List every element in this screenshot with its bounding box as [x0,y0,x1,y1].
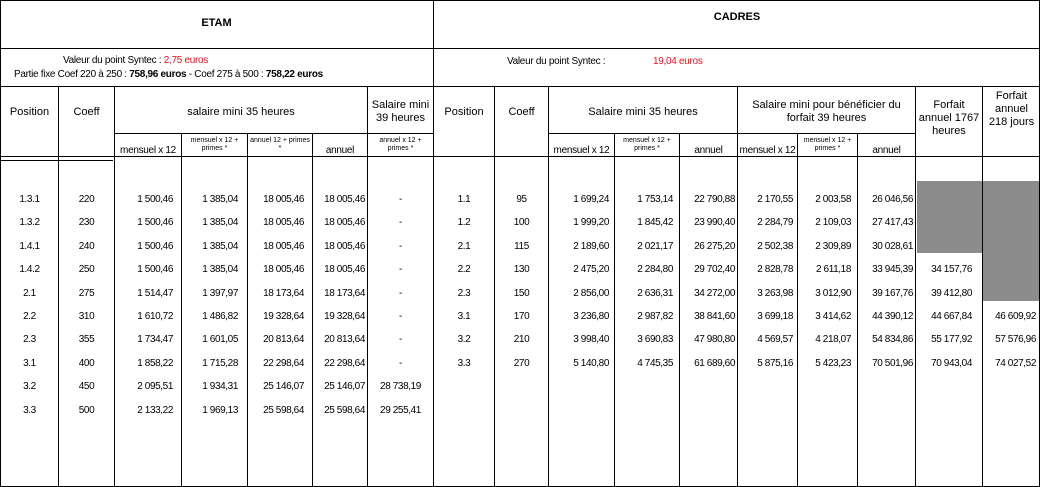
table-cell: 54 834,86 [872,334,913,346]
table-cell: 100 [513,217,530,229]
table-cell: 5 140,80 [573,357,609,369]
etam-sub-mensuel-primes: mensuel x 12 + primes * [190,137,239,152]
table-cell: 1 753,14 [637,194,673,205]
table-cell: 5 875,16 [757,357,793,369]
table-cell: 1 845,42 [637,217,673,229]
cadres-sub-mensuel-primes: mensuel x 12 + primes * [623,137,671,152]
table-cell: - [399,357,402,369]
table-cell: 210 [513,334,530,346]
table-cell: 29 702,40 [694,264,735,276]
table-cell: 275 [78,287,95,299]
table-cell: 2 021,17 [637,240,673,252]
table-cell: 70 943,04 [931,357,972,369]
cadres-header-position: Position [444,106,484,118]
table-cell: 22 298,64 [263,357,304,369]
table-cell: 44 390,12 [872,311,913,322]
table-cell: 1 858,22 [137,357,173,369]
table-cell: 2 095,51 [137,381,173,393]
table-cell: - [399,311,402,322]
cadres-sub-mensuel: mensuel x 12 [553,145,610,156]
table-cell: 4 745,35 [637,357,673,369]
table-cell: 18 005,46 [263,240,304,252]
table-cell: 250 [78,264,95,276]
table-cell: 2 133,22 [137,404,173,416]
table-cell: 38 841,60 [694,311,735,322]
table-cell: 30 028,61 [872,240,913,252]
table-cell: 26 275,20 [694,240,735,252]
table-cell: 2.2 [457,264,471,276]
etam-sub-annuel39: annuel x 12 + primes * [379,137,422,152]
table-cell: 2 502,38 [757,240,793,252]
table-cell: 3 690,83 [637,334,673,346]
etam-point-value: 2,75 euros [163,55,208,66]
table-cell: 25 146,07 [263,381,304,393]
table-cell: 130 [513,264,530,276]
table-cell: 1 734,47 [137,334,173,346]
table-cell: 1 385,04 [202,194,238,205]
table-cell: 4 569,57 [757,334,793,346]
table-cell: 1 500,46 [137,194,173,205]
cadres-header-salaire: Salaire mini 35 heures [588,106,698,118]
etam-fixed-mid: - Coef 275 à 500 : [186,69,264,80]
table-cell: 19 328,64 [324,311,365,322]
table-cell: 18 173,64 [263,287,304,299]
table-cell: 1 999,20 [573,217,609,229]
table-cell: 18 173,64 [324,287,365,299]
table-cell: 20 813,64 [263,334,304,346]
table-cell: 25 598,64 [263,404,304,416]
table-cell: 2 856,00 [573,287,609,299]
table-cell: 2 636,31 [637,287,673,299]
table-cell: 19 328,64 [263,311,304,322]
table-cell: 1 486,82 [202,311,238,322]
table-cell: 230 [78,217,95,229]
table-cell: 2.1 [457,240,471,252]
table-cell: 1 514,47 [137,287,173,299]
table-cell: 150 [513,287,530,299]
table-cell: 1 500,46 [137,240,173,252]
table-cell: 3.1 [457,311,471,322]
table-cell: 2 003,58 [815,194,851,205]
table-cell: 3.2 [23,381,36,393]
etam-header-salaire39: Salaire mini 39 heures [371,99,430,124]
table-cell: 2 284,79 [757,217,793,229]
table-cell: 22 790,88 [694,194,735,205]
table-cell: 34 272,00 [694,287,735,299]
table-cell: 5 423,23 [815,357,851,369]
table-cell: 1.3.2 [19,217,40,229]
table-cell: 2 828,78 [757,264,793,276]
table-cell: 2 309,89 [815,240,851,252]
shaded-cell-forfait-218 [983,181,1040,301]
etam-title: ETAM [201,17,232,29]
table-cell: - [399,194,402,205]
etam-header-coeff: Coeff [73,106,100,118]
etam-sub-annuel: annuel [325,145,355,156]
table-cell: 3.3 [457,357,471,369]
cadres-title: CADRES [713,11,761,23]
etam-sub-annuel-primes: annuel 12 + primes * [250,137,310,152]
table-cell: 34 157,76 [931,264,972,276]
table-cell: 115 [514,240,529,252]
table-cell: 3 998,40 [573,334,609,346]
table-cell: 18 005,46 [324,264,365,276]
table-cell: 47 980,80 [694,334,735,346]
etam-point-label: Valeur du point Syntec : [63,55,162,66]
table-cell: 18 005,46 [263,194,304,205]
table-cell: 23 990,40 [694,217,735,229]
table-cell: 3.3 [23,404,36,416]
table-cell: 2.3 [23,334,36,346]
table-cell: 1.4.1 [19,240,40,252]
table-cell: 2 987,82 [637,311,673,322]
table-cell: 1.4.2 [19,264,40,276]
table-cell: 2 170,55 [757,194,793,205]
table-cell: 70 501,96 [872,357,913,369]
table-cell: 74 027,52 [995,357,1036,369]
table-cell: - [399,264,402,276]
table-cell: 2.2 [23,311,36,322]
table-cell: 27 417,43 [872,217,913,229]
table-cell: 29 255,41 [380,404,421,416]
table-cell: 1 610,72 [137,311,173,322]
table-cell: 1 699,24 [573,194,609,205]
table-cell: 57 576,96 [995,334,1036,346]
etam-fixed-line [14,69,323,80]
table-cell: 2 611,18 [816,264,851,276]
table-cell: 3.2 [457,334,471,346]
cadres-point-value: 19,04 euros [653,56,703,67]
table-cell: 1.3.1 [19,194,40,205]
table-cell: 240 [78,240,95,252]
table-cell: 3 699,18 [757,311,793,322]
table-cell: 26 046,56 [872,194,913,205]
table-cell: 450 [78,381,95,393]
cadres-sub-mensuel-primes-2: mensuel x 12 + primes * [803,137,852,152]
table-cell: 355 [78,334,95,346]
table-cell: 18 005,46 [263,264,304,276]
table-cell: 2.3 [457,287,471,299]
table-cell: 1 934,31 [202,381,238,393]
table-cell: 2 109,03 [815,217,851,229]
etam-sub-mensuel: mensuel x 12 [120,145,176,156]
table-cell: 1 385,04 [202,240,238,252]
table-cell: 1 715,28 [202,357,238,369]
table-cell: - [399,334,402,346]
table-cell: 170 [513,311,530,322]
table-cell: 1 601,05 [202,334,238,346]
table-cell: 3 236,80 [573,311,609,322]
etam-point-line [63,55,208,66]
table-cell: 3 012,90 [815,287,851,299]
table-cell: 55 177,92 [931,334,972,346]
etam-fixed-a: 758,96 euros [129,69,187,80]
table-cell: 3.1 [23,357,36,369]
table-cell: 61 689,60 [694,357,735,369]
table-cell: 46 609,92 [995,311,1036,322]
table-cell: 1 385,04 [202,264,238,276]
etam-header-salaire: salaire mini 35 heures [187,106,295,118]
shaded-cell-forfait-1767 [917,181,982,253]
table-cell: 2 475,20 [573,264,609,276]
table-cell: - [399,240,402,252]
table-cell: 2 189,60 [573,240,609,252]
table-cell: 18 005,46 [324,194,365,205]
table-cell: 95 [516,194,527,205]
etam-fixed-prefix: Partie fixe Coef 220 à 250 : [14,69,127,80]
table-cell: 1 397,97 [202,287,238,299]
etam-header-position: Position [9,106,50,118]
etam-fixed-b: 758,22 euros [265,69,323,80]
table-cell: 25 598,64 [324,404,365,416]
table-cell: 220 [78,194,95,205]
table-cell: 20 813,64 [324,334,365,346]
table-cell: 39 167,76 [872,287,913,299]
table-cell: - [399,217,402,229]
cadres-sub-annuel: annuel [694,145,723,156]
cadres-header-forfait: Salaire mini pour bénéficier du forfait 39 heures [752,99,901,124]
table-cell: 2 284,80 [637,264,673,276]
cadres-header-forfait-jours: Forfait annuel 218 jours [988,90,1035,128]
table-cell: 2.1 [23,287,36,299]
table-cell: 1 385,04 [202,217,238,229]
table-cell: 400 [78,357,95,369]
table-cell: 1 969,13 [202,404,238,416]
table-cell: 18 005,46 [324,217,365,229]
table-cell: 44 667,84 [931,311,972,322]
table-cell: 18 005,46 [263,217,304,229]
table-cell: 500 [78,404,95,416]
table-cell: 3 414,62 [815,311,851,322]
cadres-sub-annuel-2: annuel [872,145,901,156]
table-cell: 1.2 [457,217,471,229]
table-cell: 25 146,07 [324,381,365,393]
table-cell: 33 945,39 [872,264,913,276]
table-cell: 4 218,07 [815,334,851,346]
table-cell: 28 738,19 [380,381,421,393]
table-cell: 1 500,46 [137,217,173,229]
table-cell: 1 500,46 [137,264,173,276]
table-cell: 310 [78,311,95,322]
table-cell: 18 005,46 [324,240,365,252]
table-cell: 270 [513,357,530,369]
table-cell: - [399,287,402,299]
cadres-sub-mensuel-2: mensuel x 12 [739,145,796,156]
table-cell: 1.1 [457,194,471,205]
table-cell: 3 263,98 [757,287,793,299]
cadres-point-label: Valeur du point Syntec : [507,56,606,67]
table-cell: 39 412,80 [931,287,972,299]
cadres-header-coeff: Coeff [508,106,535,118]
table-cell: 22 298,64 [324,357,365,369]
cadres-header-forfait-annuel: Forfait annuel 1767 heures [918,99,980,137]
